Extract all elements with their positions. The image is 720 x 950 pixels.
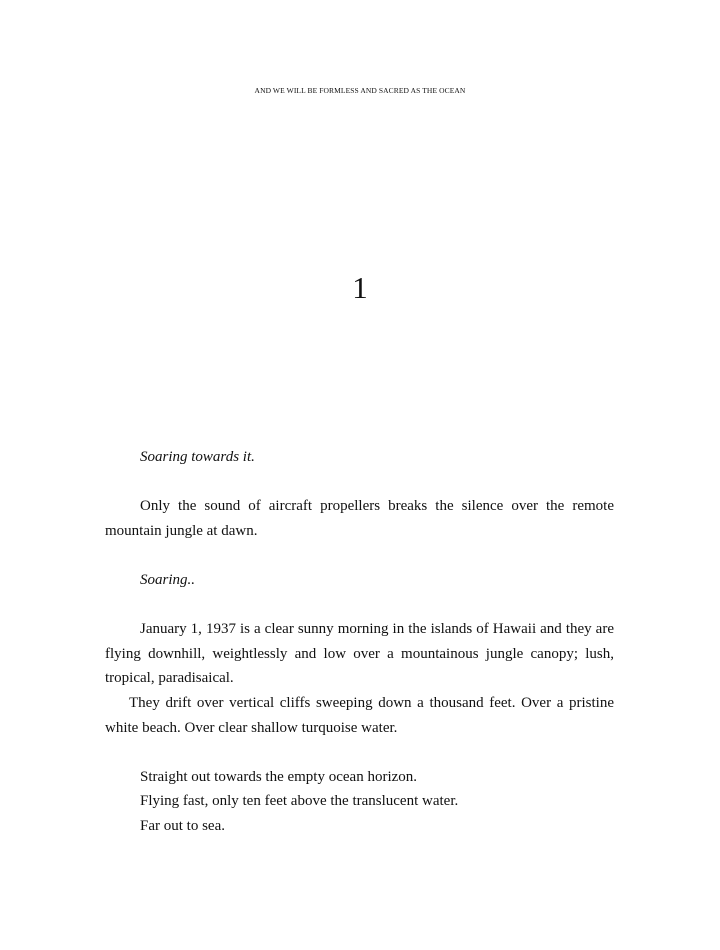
running-header: AND WE WILL BE FORMLESS AND SACRED AS THE OCEAN bbox=[254, 86, 466, 95]
paragraph-gap bbox=[105, 740, 614, 765]
paragraph-propellers: Only the sound of aircraft propellers breaks the silence over the remote mountain jungle at dawn. bbox=[105, 498, 614, 539]
italic-line-soaring-towards: Soaring towards it. bbox=[140, 449, 255, 465]
paragraph-gap bbox=[105, 543, 614, 568]
italic-line-soaring: Soaring.. bbox=[140, 571, 196, 588]
paragraph-january: January 1, 1937 is a clear sunny morning in the islands of Hawaii and they are flying downhill, weightlessly and low over a mountainous jungle canopy; lush, tropical, paradisaical. bbox=[105, 621, 614, 687]
paragraph-gap bbox=[105, 470, 614, 495]
paragraph-gap bbox=[105, 593, 614, 618]
paragraph-cliffs: They drift over vertical cliffs sweeping down a thousand feet. Over a pristine white beach. Over clear shallow turquoise water. bbox=[105, 694, 614, 736]
chapter-body bbox=[105, 445, 614, 839]
chapter-number: 1 bbox=[352, 270, 368, 305]
line-far-out: Far out to sea. bbox=[140, 817, 225, 834]
line-flying-fast: Flying fast, only ten feet above the translucent water. bbox=[140, 793, 459, 810]
line-horizon: Straight out towards the empty ocean horizon. bbox=[140, 768, 418, 785]
